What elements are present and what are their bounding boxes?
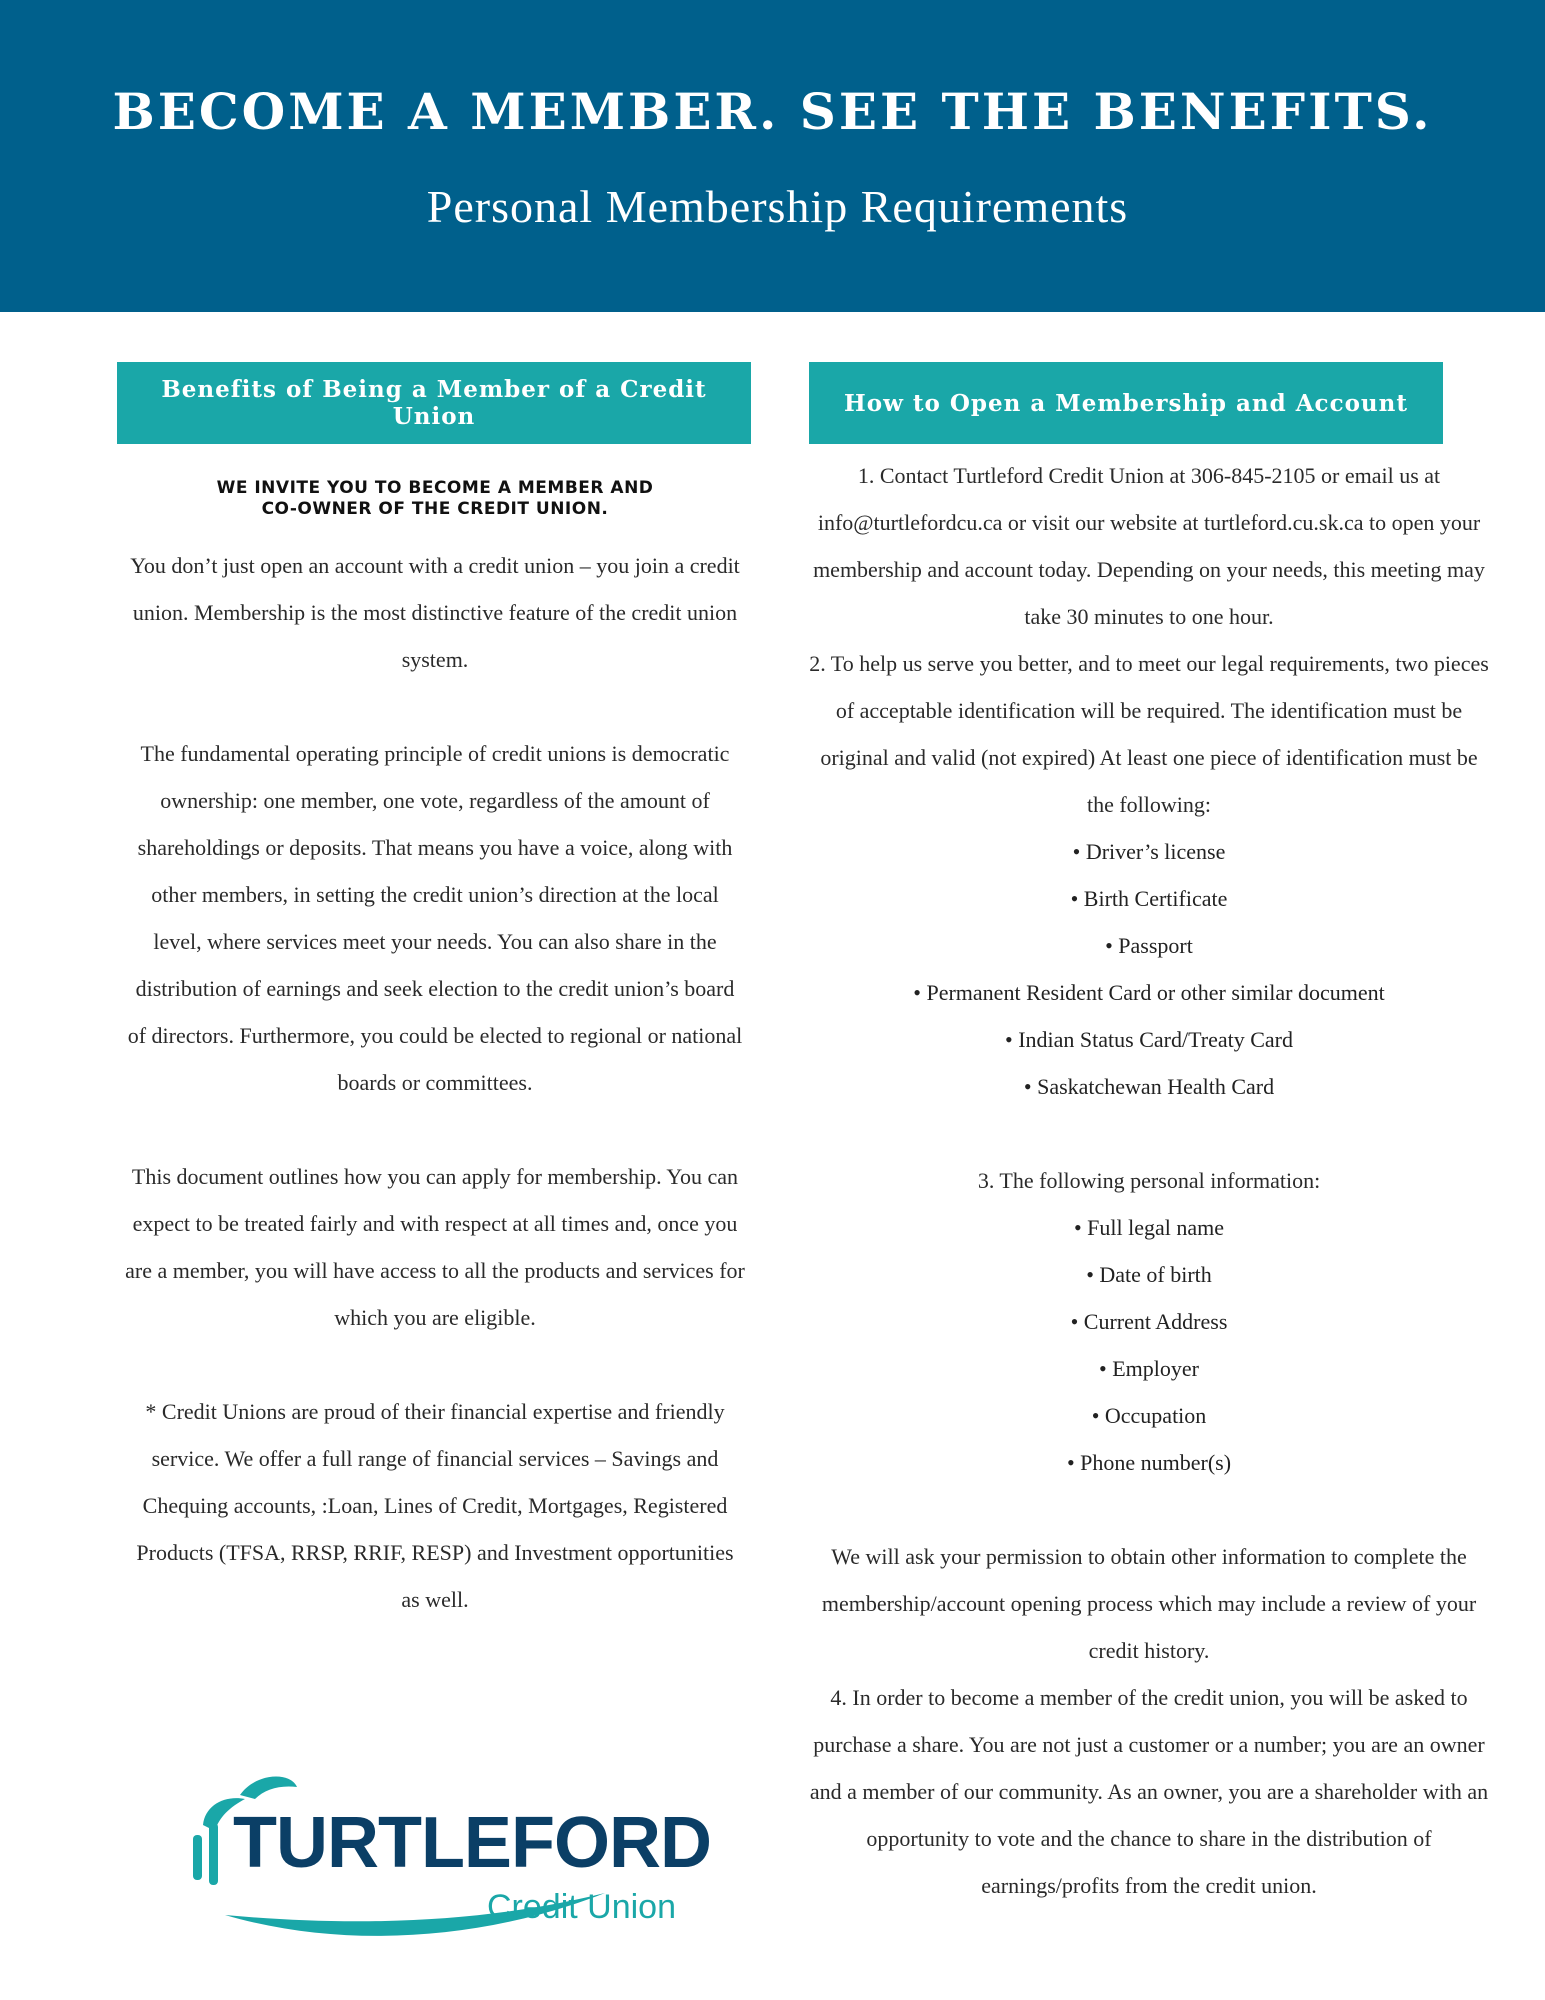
list-item: • Phone number(s)	[1066, 1450, 1232, 1475]
benefits-section-title: Benefits of Being a Member of a Credit Union	[117, 362, 751, 444]
list-item: • Date of birth	[1086, 1262, 1212, 1287]
how-to-section-title: How to Open a Membership and Account	[809, 362, 1443, 444]
benefits-paragraph-4: * Credit Unions are proud of their financial expertise and friendly service. We offer a full range of financial services – Savings and Chequing accounts, :Loan, Lines of Credit, Mortgages, Registered Products (TFSA, RRSP, RRIF, RESP) and Investment opportunities as well.	[136, 1399, 734, 1612]
list-item: • Indian Status Card/Treaty Card	[1005, 1027, 1293, 1052]
list-item: • Saskatchewan Health Card	[1023, 1074, 1275, 1099]
list-item: • Birth Certificate	[1070, 886, 1228, 911]
personal-info-list	[809, 1204, 1489, 1486]
logo-subtitle: Credit Union	[487, 1888, 676, 1926]
step-4-text: 4. In order to become a member of the credit union, you will be asked to purchase a share. You are not just a customer or a number; you are an owner and a member of our community. As an owner, you are a shareholder with an opportunity to vote and the chance to share in the distribution of earnings/profits from the credit union.	[809, 1685, 1489, 1898]
list-item: • Permanent Resident Card or other similar document	[913, 980, 1385, 1005]
step-1-text: 1. Contact Turtleford Credit Union at 306-845-2105 or email us at info@turtlefordcu.ca or visit our website at turtleford.cu.sk.ca to open your membership and account today. Depending on your needs, this meeting may take 30 minutes to one hour.	[813, 463, 1485, 629]
invite-heading	[135, 478, 735, 520]
benefits-paragraph-1: You don’t just open an account with a credit union – you join a credit union. Membership is the most distinctive feature of the credit union system.	[130, 553, 740, 672]
turtleford-logo	[185, 1765, 711, 1940]
list-item: • Passport	[1105, 933, 1193, 958]
header-banner	[0, 0, 1545, 312]
invite-line-2: CO-OWNER OF THE CREDIT UNION.	[261, 499, 609, 519]
list-item: • Driver’s license	[1072, 839, 1226, 864]
page-headline: BECOME A MEMBER. SEE THE BENEFITS.	[112, 82, 1433, 141]
list-item: • Current Address	[1070, 1309, 1228, 1334]
list-item: • Full legal name	[1073, 1215, 1225, 1240]
benefits-paragraph-2: The fundamental operating principle of credit unions is democratic ownership: one member, one vote, regardless of the amount of shareholdings or deposits. That means you have a voice, along with other members, in setting the credit union’s direction at the local level, where services meet your needs. You can also share in the distribution of earnings and seek election to the credit union’s board of directors. Furthermore, you could be elected to regional or national boards or committees.	[127, 741, 743, 1095]
logo-wordmark: TURTLEFORD	[233, 1803, 711, 1883]
list-item: • Occupation	[1091, 1403, 1207, 1428]
benefits-paragraph-3: This document outlines how you can apply for membership. You can expect to be treated fairly and with respect at all times and, once you are a member, you will have access to all the products and services for which you are eligible.	[125, 1164, 745, 1330]
step-3-text: 3. The following personal information:	[977, 1168, 1321, 1193]
id-list	[809, 828, 1489, 1110]
invite-line-1: WE INVITE YOU TO BECOME A MEMBER AND	[216, 478, 654, 498]
benefits-column	[117, 362, 753, 1623]
list-item: • Employer	[1099, 1356, 1199, 1381]
page-subheadline: Personal Membership Requirements	[426, 181, 1129, 232]
how-to-column	[809, 362, 1489, 1909]
permission-text: We will ask your permission to obtain other information to complete the membership/account opening process which may include a review of your credit history.	[821, 1544, 1477, 1663]
step-2-text: 2. To help us serve you better, and to meet our legal requirements, two pieces of acceptable identification will be required. The identification must be original and valid (not expired) At least one piece of identification must be the following:	[809, 651, 1489, 817]
